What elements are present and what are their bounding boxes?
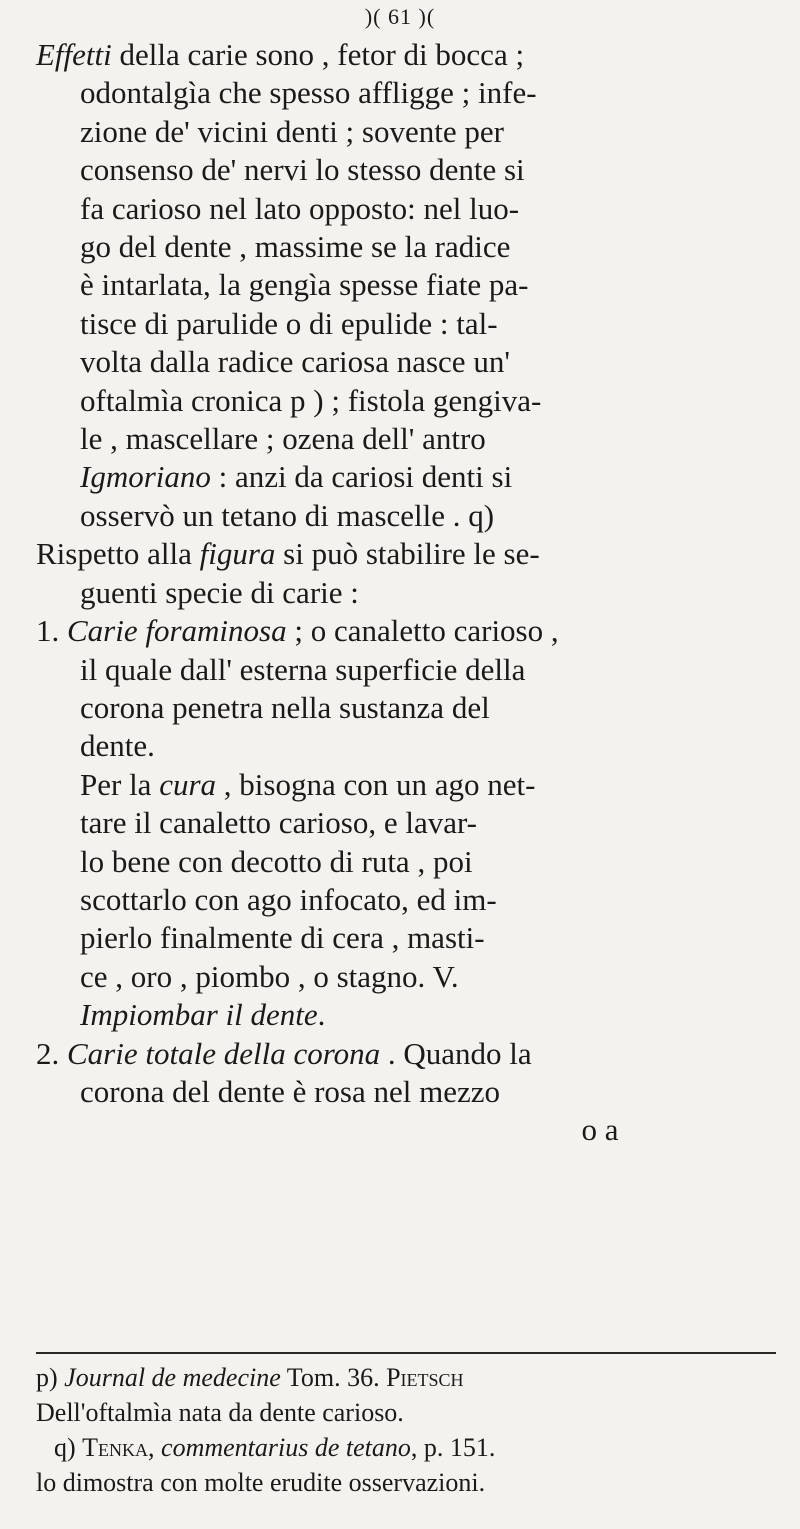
text-line	[36, 266, 784, 304]
text-run: corona del dente è rosa nel mezzo	[80, 1073, 501, 1109]
text-line	[36, 343, 784, 381]
footnote-line	[36, 1360, 784, 1395]
text-line	[36, 958, 784, 996]
text-run: osservò un tetano di mascelle . q)	[80, 497, 495, 533]
text-run: della carie sono , fetor di bocca ;	[111, 37, 525, 72]
text-line	[36, 36, 784, 74]
text-run: ,	[148, 1433, 162, 1462]
italic-text: Journal de medecine	[64, 1363, 281, 1392]
text-run: : anzi da cariosi denti si	[210, 459, 513, 495]
text-line	[36, 727, 784, 765]
text-run: tisce di parulide o di epulide : tal-	[80, 305, 498, 341]
text-run: , bisogna con un ago net-	[216, 766, 536, 802]
text-line	[36, 612, 784, 650]
text-run: tare il canaletto carioso, e lavar-	[80, 805, 477, 841]
page-header: )( 61 )(	[364, 4, 436, 29]
text-run: si può stabilire le se-	[275, 536, 540, 572]
text-line	[36, 497, 784, 535]
text-line	[36, 996, 784, 1034]
text-line	[36, 843, 784, 881]
text-line	[36, 74, 784, 112]
text-line	[36, 689, 784, 727]
text-run: odontalgìa che spesso affligge ; infe-	[80, 75, 537, 111]
text-run: Per la	[80, 766, 160, 802]
text-run: guenti specie di carie :	[80, 574, 359, 610]
text-run: consenso de' nervi lo stesso dente si	[80, 152, 525, 188]
text-run: 1.	[36, 613, 67, 649]
author-name: Tenka	[82, 1433, 149, 1462]
text-line	[36, 151, 784, 189]
italic-text: Carie foraminosa	[67, 613, 287, 649]
text-run: scottarlo con ago infocato, ed im-	[80, 881, 497, 917]
text-run: ce , oro , piombo , o stagno. V.	[80, 958, 459, 994]
text-run: Rispetto alla	[36, 536, 200, 572]
text-line	[36, 804, 784, 842]
text-line	[36, 190, 784, 228]
footnote-line	[36, 1395, 784, 1430]
footnote-line	[36, 1430, 784, 1465]
text-run: zione de' vicini denti ; sovente per	[80, 113, 504, 149]
text-run: pierlo finalmente di cera , masti-	[80, 920, 485, 956]
text-line	[36, 1035, 784, 1073]
text-line	[36, 1111, 784, 1149]
text-line	[36, 1073, 784, 1111]
text-run: fa carioso nel lato opposto: nel luo-	[80, 190, 520, 226]
text-run: p)	[36, 1363, 65, 1392]
text-run: corona penetra nella sustanza del	[80, 689, 490, 725]
italic-text: figura	[199, 536, 276, 572]
footnote-line	[36, 1465, 784, 1500]
italic-text: Effetti	[36, 37, 112, 72]
text-run: ; o canaletto carioso ,	[286, 613, 559, 649]
text-run: il quale dall' esterna superficie della	[80, 651, 526, 687]
text-line	[36, 305, 784, 343]
text-run: lo dimostra con molte erudite osservazioni.	[36, 1468, 486, 1497]
footnotes-block	[36, 1360, 784, 1500]
text-run: , p. 151.	[410, 1433, 496, 1462]
italic-text: commentarius de tetano	[161, 1433, 411, 1462]
text-line	[36, 919, 784, 957]
text-run: volta dalla radice cariosa nasce un'	[80, 344, 510, 380]
text-run: go del dente , massime se la radice	[80, 229, 511, 265]
text-line	[36, 382, 784, 420]
text-run: le , mascellare ; ozena dell' antro	[80, 421, 486, 457]
text-run: oftalmìa cronica p ) ; fistola gengiva-	[80, 382, 542, 418]
text-run: .	[317, 997, 326, 1033]
text-line	[36, 651, 784, 689]
text-line	[36, 228, 784, 266]
italic-text: Carie totale della corona	[67, 1035, 381, 1071]
text-line	[36, 458, 784, 496]
italic-text: Igmoriano	[80, 459, 211, 495]
italic-text: Impiombar il dente	[80, 997, 318, 1033]
text-line	[36, 766, 784, 804]
text-run: lo bene con decotto di ruta , poi	[80, 843, 473, 879]
text-run: Tom. 36.	[280, 1363, 387, 1392]
text-line	[36, 535, 784, 573]
author-name: Pietsch	[386, 1363, 464, 1392]
text-run: dente.	[80, 728, 155, 764]
text-run: . Quando la	[380, 1035, 532, 1071]
text-line	[36, 881, 784, 919]
text-run: q)	[54, 1433, 83, 1462]
text-line	[36, 113, 784, 151]
text-run: è intarlata, la gengìa spesse fiate pa-	[80, 267, 529, 303]
footnote-rule	[36, 1352, 776, 1354]
text-line	[36, 574, 784, 612]
text-run: 2.	[36, 1035, 67, 1071]
text-run: Dell'oftalmìa nata da dente carioso.	[36, 1398, 404, 1427]
text-line	[36, 420, 784, 458]
main-text-block	[36, 36, 784, 1150]
text-run: o a	[581, 1112, 619, 1148]
italic-text: cura	[159, 766, 217, 802]
